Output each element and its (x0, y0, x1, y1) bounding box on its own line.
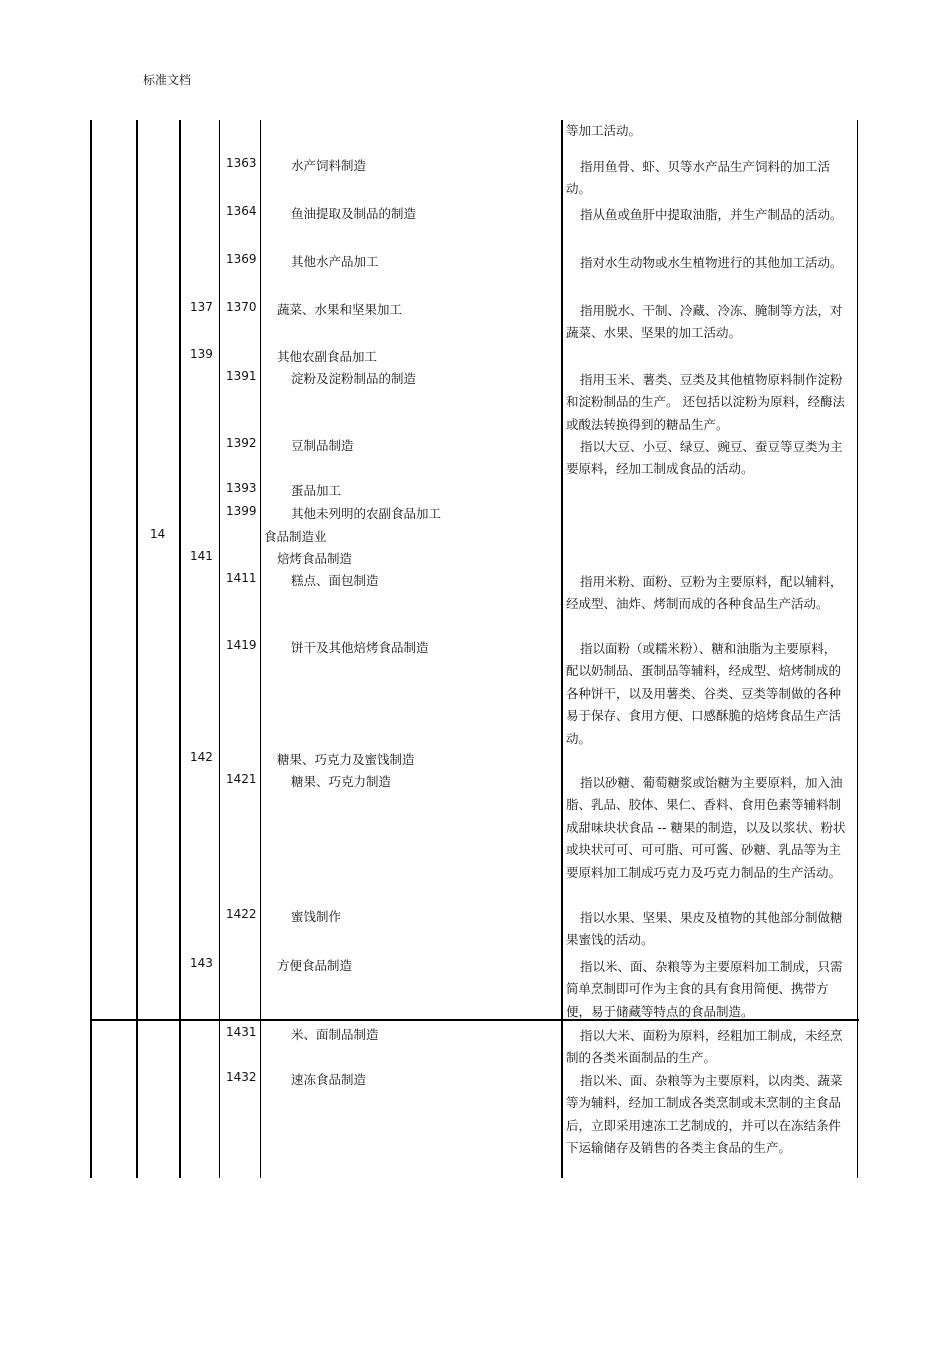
row-code: 1393 (226, 481, 257, 495)
row-name: 焙烤食品制造 (277, 551, 353, 566)
row-code: 1422 (226, 907, 257, 921)
row-name: 糖果、巧克力制造 (291, 774, 392, 789)
row-division-code: 14 (150, 527, 166, 541)
row-group-code: 141 (190, 549, 213, 563)
row-name: 糕点、面包制造 (291, 573, 379, 588)
row-code: 1399 (226, 504, 257, 518)
row-code: 1421 (226, 772, 257, 786)
row-name: 食品制造业 (264, 529, 327, 544)
row-group-code: 143 (190, 956, 213, 970)
row-name: 速冻食品制造 (291, 1072, 367, 1087)
row-name: 淀粉及淀粉制品的制造 (291, 371, 417, 386)
row-description: 指用鱼骨、虾、贝等水产品生产饲料的加工活动。 (566, 159, 831, 197)
row-name: 饼干及其他焙烤食品制造 (291, 640, 429, 655)
page-header: 标准文档 (143, 73, 192, 87)
row-name: 方便食品制造 (277, 958, 353, 973)
row-name: 糖果、巧克力及蜜饯制造 (277, 752, 415, 767)
row-group-code: 139 (190, 347, 213, 361)
row-group-code: 142 (190, 750, 213, 764)
row-code: 1391 (226, 369, 257, 383)
row-name: 米、面制品制造 (291, 1027, 379, 1042)
row-code: 1369 (226, 252, 257, 266)
row-group-code: 137 (190, 300, 213, 314)
row-name: 蔬菜、水果和坚果加工 (277, 302, 403, 317)
row-code: 1370 (226, 300, 257, 314)
row-name: 豆制品制造 (291, 438, 354, 453)
row-code: 1431 (226, 1025, 257, 1039)
row-description: 指以砂糖、葡萄糖浆或饴糖为主要原料，加入油脂、乳品、胶体、果仁、香料、食用色素等辅料制成甜味块状食品 -- 糖果的制造，以及以浆状、粉状或块状可可、可可脂、可可酱、砂糖、乳品等为主要原料加工制成巧克力及巧克力制品的生产活动。 (566, 775, 846, 880)
row-description: 指用米粉、面粉、豆粉为主要原料，配以辅料，经成型、油炸、烤制而成的各种食品生产活动。 (566, 574, 843, 612)
row-name: 其他农副食品加工 (277, 349, 378, 364)
row-description: 指对水生动物或水生植物进行的其他加工活动。 (580, 255, 843, 270)
row-name: 鱼油提取及制品的制造 (291, 206, 417, 221)
row-description: 等加工活动。 (566, 123, 642, 138)
row-code: 1364 (226, 204, 257, 218)
row-description: 指以大米、面粉为原料，经粗加工制成，未经烹制的各类米面制品的生产。 (566, 1028, 843, 1066)
row-name: 其他未列明的农副食品加工 (291, 506, 442, 521)
row-description: 指用玉米、薯类、豆类及其他植物原料制作淀粉和淀粉制品的生产。 还包括以淀粉为原料，经酶法或酸法转换得到的糖品生产。 (566, 372, 845, 432)
row-name: 蜜饯制作 (291, 909, 342, 924)
row-description: 指以米、面、杂粮等为主要原料加工制成，只需简单烹制即可作为主食的具有食用简便、携带方便，易于储藏等特点的食品制造。 (566, 959, 843, 1019)
row-code: 1432 (226, 1070, 257, 1084)
row-code: 1363 (226, 156, 257, 170)
row-description: 指用脱水、干制、冷藏、冷冻、腌制等方法，对蔬菜、水果、坚果的加工活动。 (566, 303, 843, 341)
row-description: 指以水果、坚果、果皮及植物的其他部分制做糖果蜜饯的活动。 (566, 910, 843, 948)
row-name: 其他水产品加工 (291, 254, 379, 269)
row-code: 1392 (226, 436, 257, 450)
row-code: 1411 (226, 571, 257, 585)
row-description: 指以米、面、杂粮等为主要原料，以肉类、蔬菜等为辅料，经加工制成各类烹制或未烹制的主食品后，立即采用速冻工艺制成的，并可以在冻结条件下运输储存及销售的各类主食品的生产。 (566, 1073, 843, 1156)
row-description: 指以面粉（或糯米粉）、糖和油脂为主要原料，配以奶制品、蛋制品等辅料，经成型、焙烤制成的各种饼干，以及用薯类、谷类、豆类等制做的各种易于保存、食用方便、口感酥脆的焙烤食品生产活动。 (566, 641, 842, 746)
row-description: 指以大豆、小豆、绿豆、豌豆、蚕豆等豆类为主要原料，经加工制成食品的活动。 (566, 439, 843, 477)
row-code: 1419 (226, 638, 257, 652)
row-name: 水产饲料制造 (291, 158, 367, 173)
row-name: 蛋品加工 (291, 483, 342, 498)
row-description: 指从鱼或鱼肝中提取油脂，并生产制品的活动。 (580, 207, 843, 222)
